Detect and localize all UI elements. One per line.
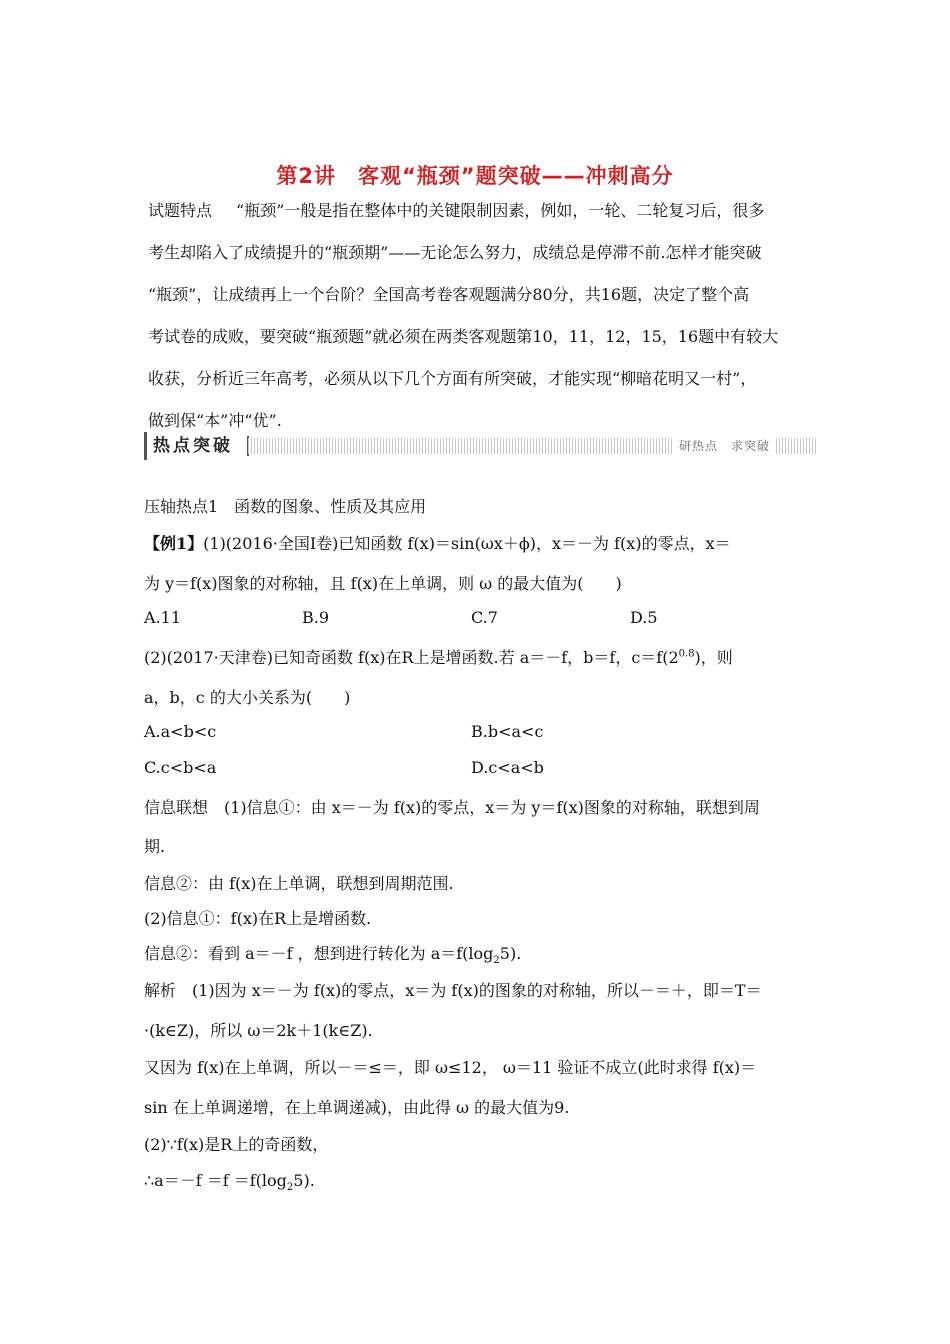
example-question-2-line-1: (2)(2017·天津卷)已知奇函数 f(x)在R上是增函数.若 a＝－f，b＝f，$c=f(2^{0.8})$，则 — [144, 648, 733, 667]
example-question-1-line-1: 【例1】(1)(2016·全国Ⅰ卷)已知函数 f(x)＝sin(ωx＋ϕ)，x＝－为 f(x)的零点，x＝ — [144, 534, 731, 553]
q1-option-c: C.7 — [471, 608, 498, 627]
solution-line-3: 又因为 f(x)在上单调，所以－＝≤＝，即 ω≤12， ω＝11 验证不成立(此时求得 f(x)＝ — [144, 1058, 757, 1077]
intro-line-3: “瓶颈”，让成绩再上一个台阶？全国高考卷客观题满分80分，共16题，决定了整个高 — [148, 285, 750, 304]
section-heading: 压轴热点1 函数的图象、性质及其应用 — [144, 497, 427, 516]
section-banner — [144, 432, 816, 460]
banner-heading: 热点突破 — [144, 432, 243, 460]
intro-line-2: 考生却陷入了成绩提升的“瓶颈期”——无论怎么努力，成绩总是停滞不前.怎样才能突破 — [148, 243, 762, 262]
page-title: 第2讲 客观“瓶颈”题突破——冲刺高分 — [276, 164, 674, 188]
example-question-1-line-2: 为 y＝f(x)图象的对称轴，且 f(x)在上单调，则 ω 的最大值为( ) — [144, 574, 622, 593]
intro-line-5: 收获，分析近三年高考，必须从以下几个方面有所突破，才能实现“柳暗花明又一村”， — [148, 369, 757, 388]
q2-option-d: D.c<a<b — [471, 758, 544, 777]
intro-paragraph — [148, 190, 808, 442]
solution-line-5: (2)∵f(x)是R上的奇函数， — [144, 1135, 329, 1154]
intro-line-4: 考试卷的成败，要突破“瓶颈题”就必须在两类客观题第10，11，12，15，16题中有较大 — [148, 327, 779, 346]
q1-option-b: B.9 — [302, 608, 330, 627]
info-line-4: (2)信息①：f(x)在R上是增函数. — [144, 909, 372, 928]
q2-option-a: A.a<b<c — [144, 722, 217, 741]
example-question-2-line-2: a，b，c 的大小关系为( ) — [144, 688, 351, 707]
q2-option-b: B.b<a<c — [471, 722, 544, 741]
info-line-3: 信息②：由 f(x)在上单调，联想到周期范围. — [144, 874, 454, 893]
solution-line-6: ∴a＝－f $=f =f(\log_25)$. — [144, 1171, 315, 1194]
solution-line-4: sin 在上单调递增，在上单调递减)，由此得 ω 的最大值为9. — [144, 1098, 570, 1117]
intro-line-6: 做到保“本”冲“优”. — [148, 411, 282, 430]
solution-line-1: 解析 (1)因为 x＝－为 f(x)的零点，x＝为 f(x)的图象的对称轴，所以－＝＋，即＝T＝ — [144, 981, 762, 1000]
info-line-1: 信息联想 (1)信息①：由 x＝－为 f(x)的零点，x＝为 y＝f(x)图象的对称轴，联想到周 — [144, 798, 760, 817]
intro-line-1: 试题特点 “瓶颈”一般是指在整体中的关键限制因素，例如，一轮、二轮复习后，很多 — [148, 201, 765, 220]
solution-line-2: ·(k∈Z)，所以 ω＝2k＋1(k∈Z). — [144, 1021, 373, 1040]
example-tag: 【例1】 — [144, 534, 204, 553]
banner-tag: 研热点 求突破 — [673, 438, 776, 454]
intro-label: 试题特点 — [148, 201, 213, 220]
info-line-5: 信息②：看到 a＝－f ，想到进行转化为 $a=f(\log_25)$. — [144, 944, 522, 967]
q1-option-a: A.11 — [144, 608, 181, 627]
q2-option-c: C.c<b<a — [144, 758, 217, 777]
info-line-2: 期. — [144, 837, 166, 856]
q1-option-d: D.5 — [630, 608, 658, 627]
